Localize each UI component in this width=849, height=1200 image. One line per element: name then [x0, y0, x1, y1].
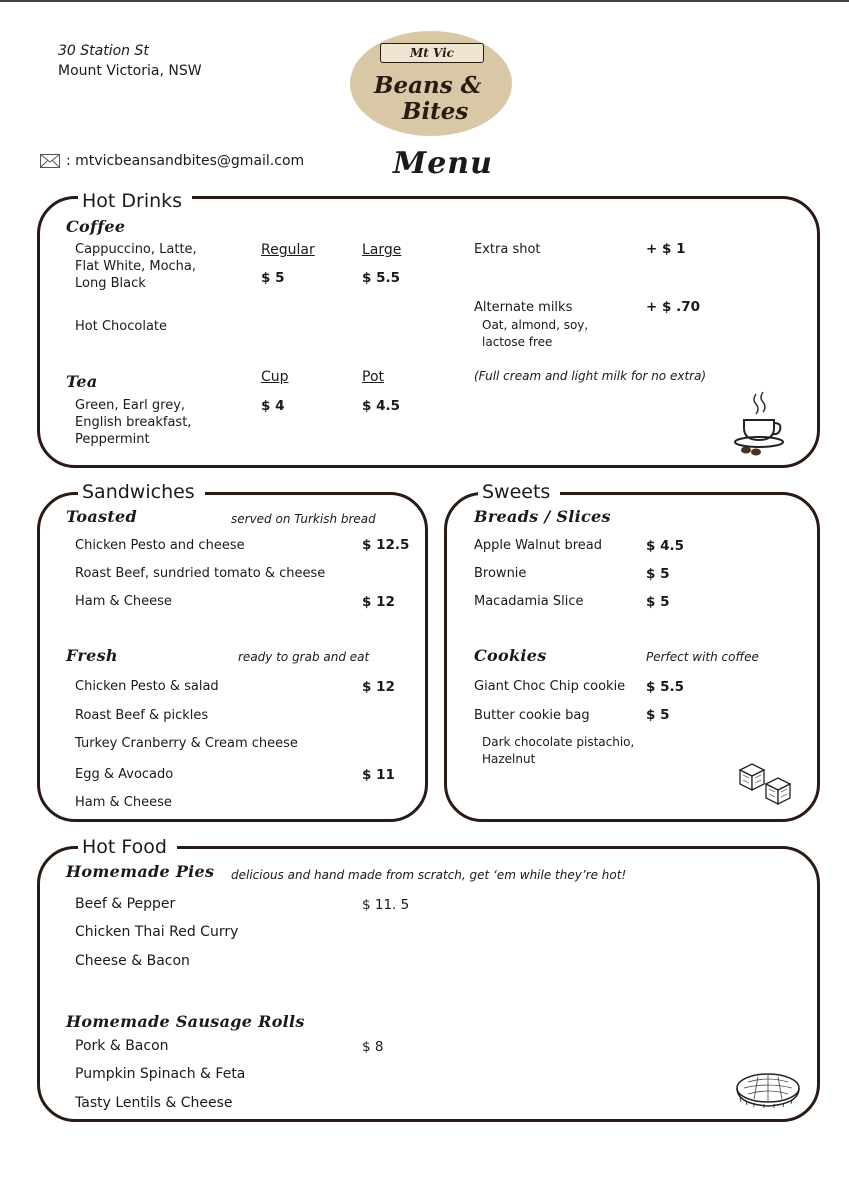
tea-items-line2: English breakfast, [75, 415, 192, 430]
toasted-item-price: $ 12 [362, 594, 395, 610]
tea-price-cup: $ 4 [261, 398, 285, 414]
fresh-note: ready to grab and eat [238, 650, 370, 664]
fresh-item-name: Roast Beef & pickles [75, 708, 209, 723]
hot-food-label: Hot Food [78, 836, 177, 858]
cookies-flavours-line1: Dark chocolate pistachio, [482, 735, 635, 749]
fresh-title: Fresh [66, 646, 118, 665]
hot-drinks-label: Hot Drinks [78, 190, 192, 212]
fresh-item-name: Egg & Avocado [75, 767, 174, 782]
extra-shot-price: + $ 1 [646, 241, 686, 257]
cookies-title: Cookies [474, 646, 547, 665]
address [58, 41, 202, 81]
breads-item-name: Apple Walnut bread [474, 538, 602, 553]
cookies-item-price: $ 5.5 [646, 679, 685, 695]
pie-icon [734, 1068, 802, 1112]
cookies-item-name: Giant Choc Chip cookie [474, 679, 626, 694]
alt-milks-sub1: Oat, almond, soy, [482, 318, 589, 332]
coffee-title: Coffee [66, 217, 126, 236]
pies-item-name: Beef & Pepper [75, 896, 176, 912]
toasted-title: Toasted [66, 507, 137, 526]
toasted-item-name: Chicken Pesto and cheese [75, 538, 245, 553]
fresh-item-price: $ 11 [362, 767, 395, 783]
pies-item-name: Cheese & Bacon [75, 953, 190, 969]
cookies-item-price: $ 5 [646, 707, 670, 723]
rolls-item-name: Tasty Lentils & Cheese [75, 1095, 233, 1111]
coffee-price-regular: $ 5 [261, 270, 285, 286]
alt-milks-price: + $ .70 [646, 299, 701, 315]
tea-items-line1: Green, Earl grey, [75, 398, 186, 413]
sweets-label: Sweets [478, 481, 560, 503]
alt-milks: Alternate milks [474, 300, 573, 315]
tea-col-pot: Pot [362, 369, 384, 385]
menu-title: Menu [393, 146, 493, 181]
pies-item-name: Chicken Thai Red Curry [75, 924, 239, 940]
alt-milks-sub2: lactose free [482, 335, 553, 349]
coffee-items-line2: Flat White, Mocha, [75, 259, 197, 274]
tea-items [75, 397, 191, 448]
tea-price-pot: $ 4.5 [362, 398, 401, 414]
cookie-boxes-icon [736, 762, 796, 808]
cookies-item-name: Butter cookie bag [474, 708, 590, 723]
breads-item-price: $ 4.5 [646, 538, 685, 554]
extra-shot: Extra shot [474, 242, 541, 257]
milk-note: (Full cream and light milk for no extra) [474, 369, 707, 383]
fresh-item-price: $ 12 [362, 679, 395, 695]
fresh-item-name: Chicken Pesto & salad [75, 679, 219, 694]
toasted-item-name: Ham & Cheese [75, 594, 172, 609]
coffee-col-large: Large [362, 242, 402, 258]
fresh-item-name: Ham & Cheese [75, 795, 172, 810]
coffee-cup-icon [732, 390, 788, 456]
logo-line-2: Bites [402, 98, 469, 125]
top-rule [0, 0, 849, 2]
alt-milks-sub [482, 317, 588, 351]
address-street: 30 Station St [58, 43, 149, 59]
cookies-flavours [482, 734, 634, 768]
hot-chocolate: Hot Chocolate [75, 319, 168, 334]
coffee-items [75, 241, 197, 292]
email-text[interactable]: : mtvicbeansandbites@gmail.com [66, 153, 305, 169]
logo-banner: Mt Vic [380, 43, 484, 63]
logo [350, 31, 512, 136]
pies-note: delicious and hand made from scratch, get ‘em while they’re hot! [231, 868, 627, 882]
rolls-item-name: Pumpkin Spinach & Feta [75, 1066, 246, 1082]
fresh-item-name: Turkey Cranberry & Cream cheese [75, 736, 298, 751]
rolls-item-price: $ 8 [362, 1039, 384, 1055]
sandwiches-label: Sandwiches [78, 481, 205, 503]
address-suburb: Mount Victoria, NSW [58, 63, 202, 79]
coffee-items-line1: Cappuccino, Latte, [75, 242, 197, 257]
cookies-note: Perfect with coffee [646, 650, 759, 664]
coffee-col-regular: Regular [261, 242, 315, 258]
tea-items-line3: Peppermint [75, 432, 150, 447]
coffee-price-large: $ 5.5 [362, 270, 401, 286]
envelope-icon [40, 154, 60, 168]
pies-item-price: $ 11. 5 [362, 897, 410, 913]
tea-title: Tea [66, 372, 98, 391]
email-contact [40, 153, 304, 169]
toasted-note: served on Turkish bread [231, 512, 376, 526]
toasted-item-price: $ 12.5 [362, 537, 410, 553]
coffee-items-line3: Long Black [75, 276, 146, 291]
breads-item-name: Brownie [474, 566, 527, 581]
rolls-item-name: Pork & Bacon [75, 1038, 169, 1054]
breads-item-price: $ 5 [646, 566, 670, 582]
logo-line-1: Beans & [374, 72, 482, 99]
breads-item-price: $ 5 [646, 594, 670, 610]
breads-item-name: Macadamia Slice [474, 594, 584, 609]
toasted-item-name: Roast Beef, sundried tomato & cheese [75, 566, 326, 581]
breads-title: Breads / Slices [474, 507, 611, 526]
pies-title: Homemade Pies [66, 862, 215, 881]
rolls-title: Homemade Sausage Rolls [66, 1012, 305, 1031]
cookies-flavours-line2: Hazelnut [482, 752, 536, 766]
tea-col-cup: Cup [261, 369, 289, 385]
